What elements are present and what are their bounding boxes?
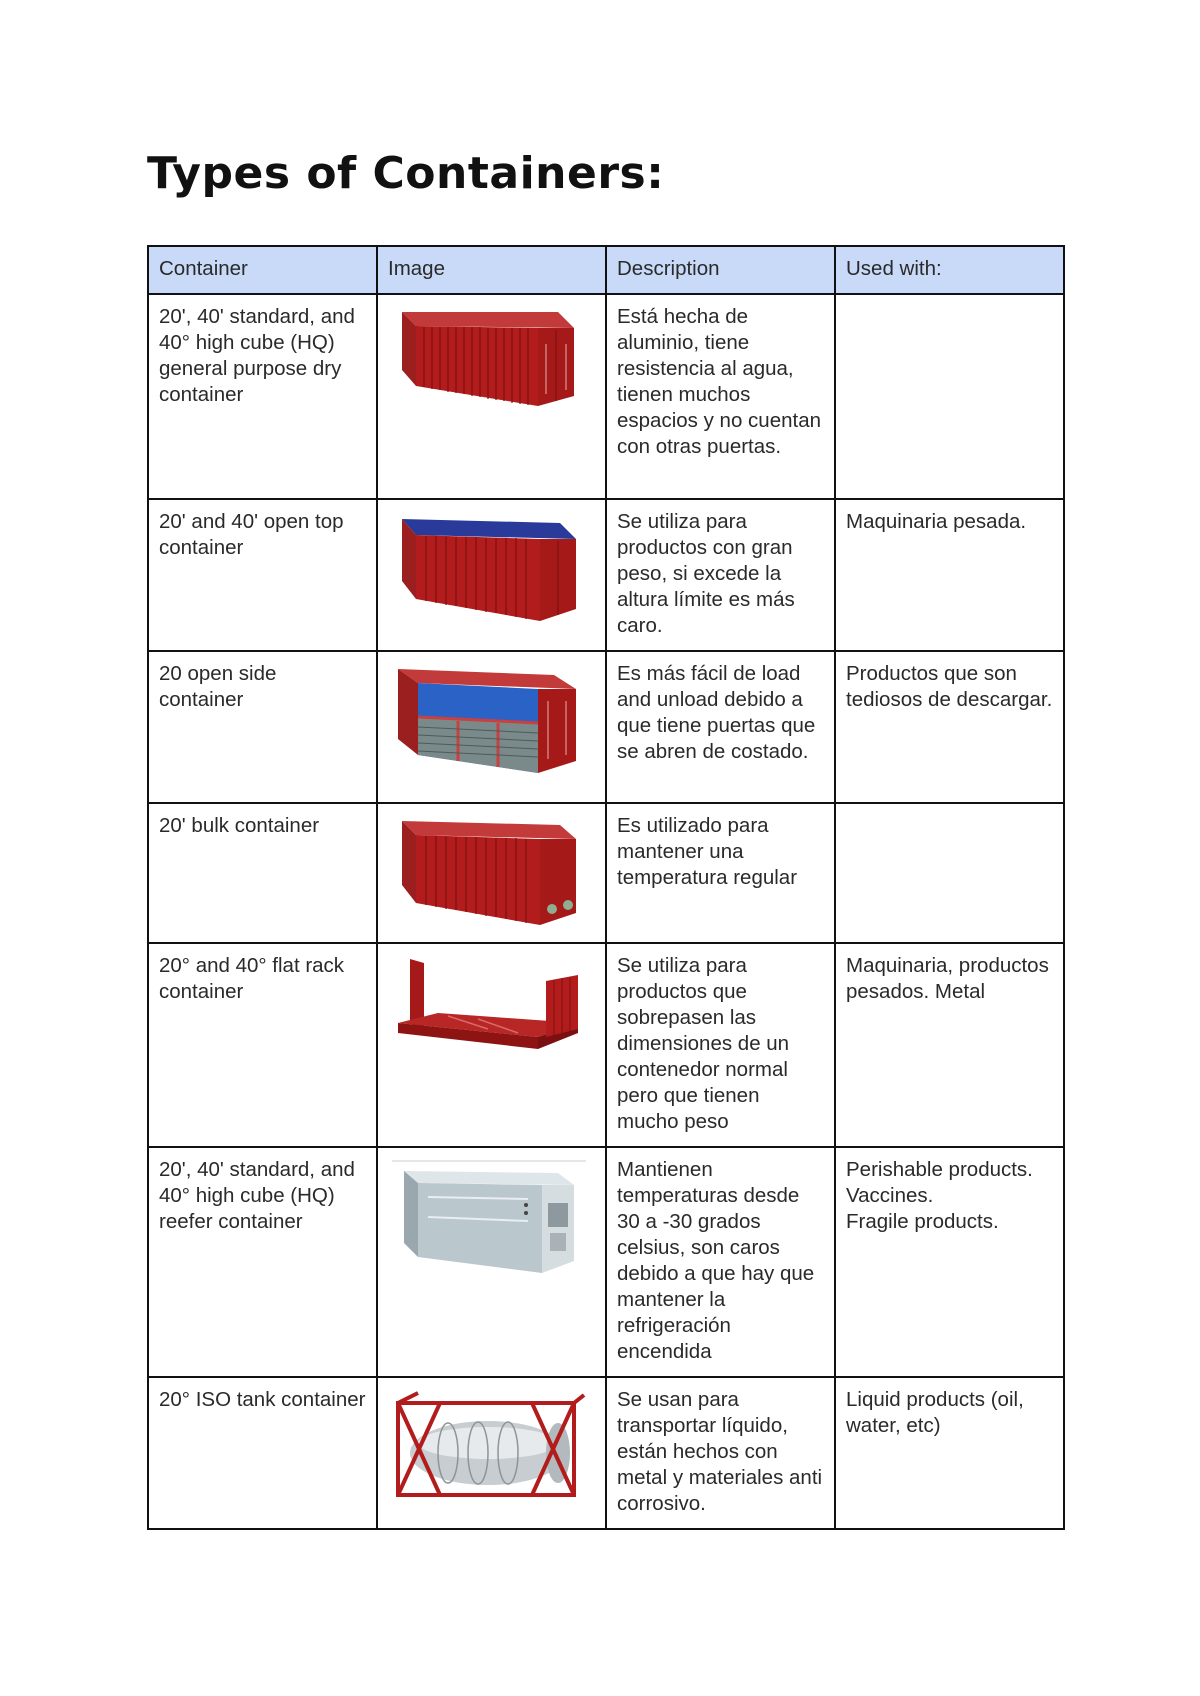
description-cell: Se utiliza para productos que sobrepasen las dimensiones de un contenedor normal pero que tienen mucho peso	[606, 943, 835, 1147]
table-row	[148, 943, 1064, 1147]
container-name-cell: 20' bulk container	[148, 803, 377, 943]
description-cell: Está hecha de aluminio, tiene resistencia al agua, tienen muchos espacios y no cuentan con otras puertas.	[606, 294, 835, 499]
header-container: Container	[148, 246, 377, 294]
used-with-cell	[835, 803, 1064, 943]
container-image-cell	[377, 803, 606, 943]
container-name-cell: 20 open side container	[148, 651, 377, 803]
container-name-cell: 20', 40' standard, and 40° high cube (HQ) general purpose dry container	[148, 294, 377, 499]
description-cell: Es más fácil de load and unload debido a que tiene puertas que se abren de costado.	[606, 651, 835, 803]
red-dry-container-image	[388, 304, 588, 414]
container-name-cell: 20° and 40° flat rack container	[148, 943, 377, 1147]
container-image-cell	[377, 294, 606, 499]
table-row	[148, 803, 1064, 943]
iso-tank-container-image	[388, 1387, 588, 1507]
table-header-row	[148, 246, 1064, 294]
used-with-cell: Perishable products. Vaccines. Fragile products.	[835, 1147, 1064, 1377]
table-row	[148, 499, 1064, 651]
table-row	[148, 1377, 1064, 1529]
header-used-with: Used with:	[835, 246, 1064, 294]
used-with-cell: Liquid products (oil, water, etc)	[835, 1377, 1064, 1529]
used-with-cell	[835, 294, 1064, 499]
container-image-cell	[377, 651, 606, 803]
red-open-top-container-image	[388, 509, 588, 629]
header-image: Image	[377, 246, 606, 294]
used-with-cell: Maquinaria, productos pesados. Metal	[835, 943, 1064, 1147]
used-with-cell: Maquinaria pesada.	[835, 499, 1064, 651]
table-row	[148, 294, 1064, 499]
table-row	[148, 651, 1064, 803]
container-name-cell: 20', 40' standard, and 40° high cube (HQ) reefer container	[148, 1147, 377, 1377]
used-with-cell: Productos que son tediosos de descargar.	[835, 651, 1064, 803]
page-title: Types of Containers:	[147, 148, 665, 199]
header-description: Description	[606, 246, 835, 294]
description-cell: Mantienen temperaturas desde 30 a -30 grados celsius, son caros debido a que hay que mantener la refrigeración encendida	[606, 1147, 835, 1377]
container-name-cell: 20° ISO tank container	[148, 1377, 377, 1529]
description-cell: Se usan para transportar líquido, están hechos con metal y materiales anti corrosivo.	[606, 1377, 835, 1529]
description-cell: Se utiliza para productos con gran peso, si excede la altura límite es más caro.	[606, 499, 835, 651]
description-cell: Es utilizado para mantener una temperatura regular	[606, 803, 835, 943]
white-reefer-container-image	[388, 1157, 588, 1283]
open-side-container-image	[388, 661, 588, 781]
container-image-cell	[377, 1377, 606, 1529]
container-name-cell: 20' and 40' open top container	[148, 499, 377, 651]
container-image-cell	[377, 499, 606, 651]
red-flat-rack-container-image	[388, 953, 588, 1073]
container-image-cell	[377, 943, 606, 1147]
red-bulk-container-image	[388, 813, 588, 931]
containers-table	[147, 245, 1065, 1530]
table-row	[148, 1147, 1064, 1377]
container-image-cell	[377, 1147, 606, 1377]
